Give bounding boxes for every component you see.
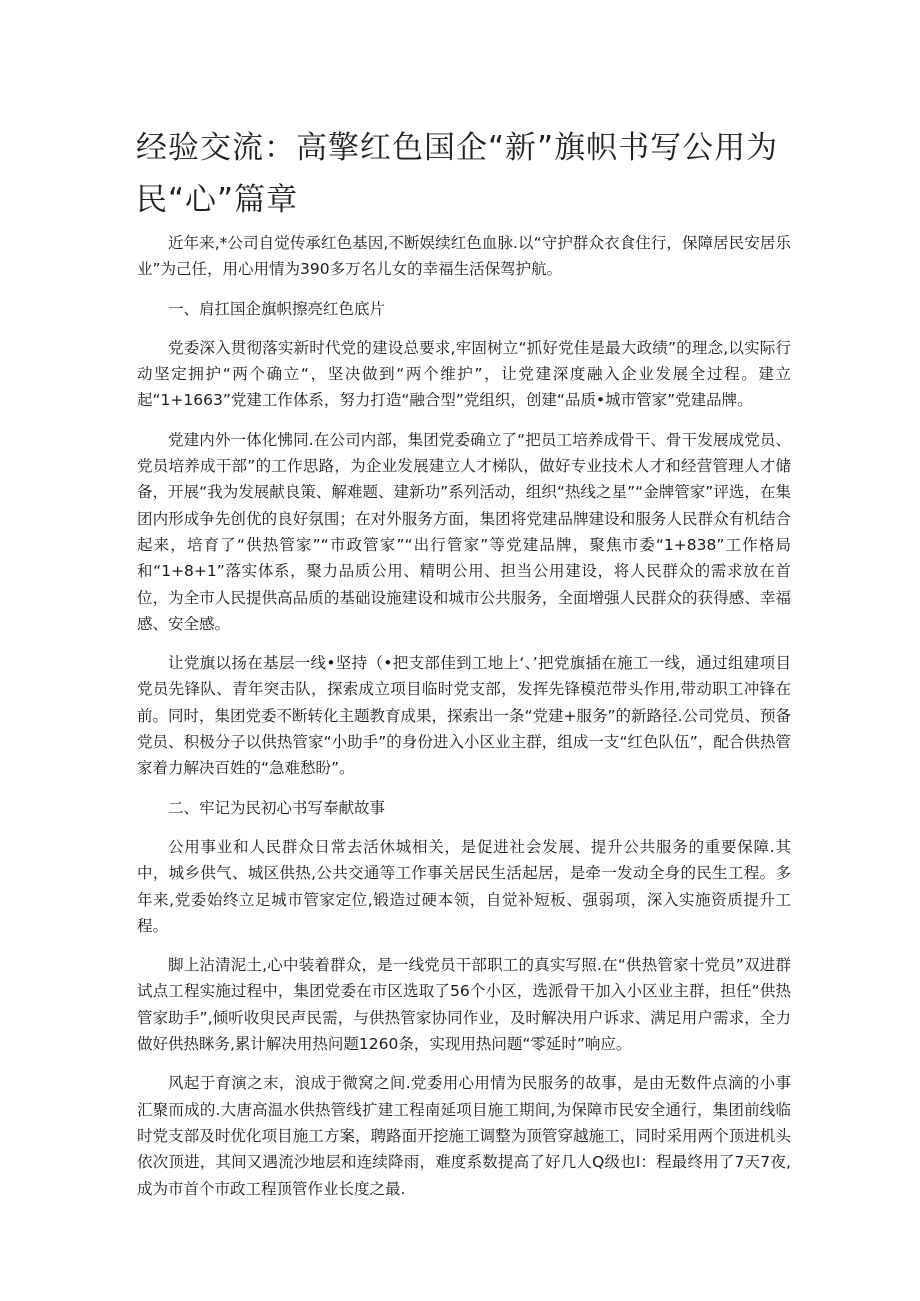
paragraph: 脚上沾清泥土,心中装着群众，是一线党员干部职工的真实写照.在“供热管家十党员”双进群试点工程实施过程中，集团党委在市区选取了56个小区，选派骨干加入小区业主群，担任“供热管家助手”,倾听收臾民声民需，与供热管家协同作业，及时解决用户诉求、满足用户需求，全力做好供热眯务,累计解决用热问题1260条，实现用热问题“零延时”响应。 — [137, 956, 791, 1054]
document-title: 经验交流：高擎红色国企“新”旗帜书写公用为民“心”篇章 — [136, 130, 779, 218]
section-heading-1: 一、肩扛国企旗帜擦亮红色底片 — [168, 299, 386, 318]
paragraph: 党建内外一体化怫同.在公司内部，集团党委确立了“把员工培养成骨干、骨干发展成党员、党员培养成干部”的工作思路，为企业发展建立人才梯队，做好专业技术人才和经营管理人才储备，开展“我为发展献良策、解难题、建新功”系列活动，组织“热线之星”“金牌管家”评选，在集团内形成争先创优的良好氛围；在对外服务方面，集团将党建品牌建设和服务人民群众有机结合起来，培育了“供热管家”“市政管家”“出行管家”等党建品牌，聚焦市委“1+838”工作格局和“1+8+1”落实体系，聚力品质公用、精明公用、担当公用建设，将人民群众的需求放在首位，为全市人民提供高品质的基础设施建设和城市公共服务，全面增强人民群众的获得感、幸福感、安全感。 — [137, 430, 791, 633]
section-heading-2: 二、牢记为民初心书写奉献故事 — [168, 798, 386, 817]
paragraph: 公用事业和人民群众日常去活休城相关，是促进社会发展、提升公共服务的重要保障.其中，城乡供气、城区供热,公共交通等工作事关居民生活起居，是牵一发动全身的民生工程。多年来,党委始终立足城市管家定位,锻造过硬本领，自觉补短板、强弱项，深入实施资质提升工程。 — [137, 837, 791, 935]
document-body — [137, 230, 791, 1215]
paragraph: 让党旗以扬在基层一线•坚持（•把支部佳到工地上‘、’把党旗插在施工一线，通过组建项目党员先锋队、青年突击队，探索成立项目临时党支部，发挥先锋模范带头作用,带动职工冲锋在前。同时，集团党委不断转化主题教育成果，探索出一条“党建+服务”的新路径.公司党员、预备党员、积极分子以供热管家“小助手”的身份进入小区业主群，组成一支“红色队伍”，配合供热管家着力解决百姓的“急难愁盼”。 — [137, 654, 791, 778]
paragraph: 风起于育演之末，浪成于微窝之间.党委用心用情为民服务的故事，是由无数件点滴的小事汇聚而成的.大唐高温水供热管线扩建工程南延项目施工期间,为保障市民安全通行，集团前线临时党支部及时优化项目施工方案，聘路面开挖施工调整为顶管穿越施工，同时采用两个顶进机头依次顶进，其间又遇流沙地层和连续降雨，难度系数提高了好几人Q级也l：程最终用了7天7夜,成为市首个市政工程顶管作业长度之最. — [137, 1074, 791, 1198]
paragraph-intro: 近年来,*公司自觉传承红色基因,不断娱续红色血脉.以“守护群众衣食住行，保障居民安居乐业”为己任，用心用情为390多万名儿女的幸福生活保驾护航。 — [137, 234, 791, 279]
paragraph: 党委深入贯彻落实新时代党的建设总要求,牢固树立“抓好党佳是最大政绩”的理念,以实际行动坚定拥护“两个确立“，坚决做到“两个维护”，让党建深度融入企业发展全过程。建立起“1+1663”党建工作体系，努力打造“融合型”党组织，创建“品质•城市管家”党建品牌。 — [137, 338, 791, 410]
